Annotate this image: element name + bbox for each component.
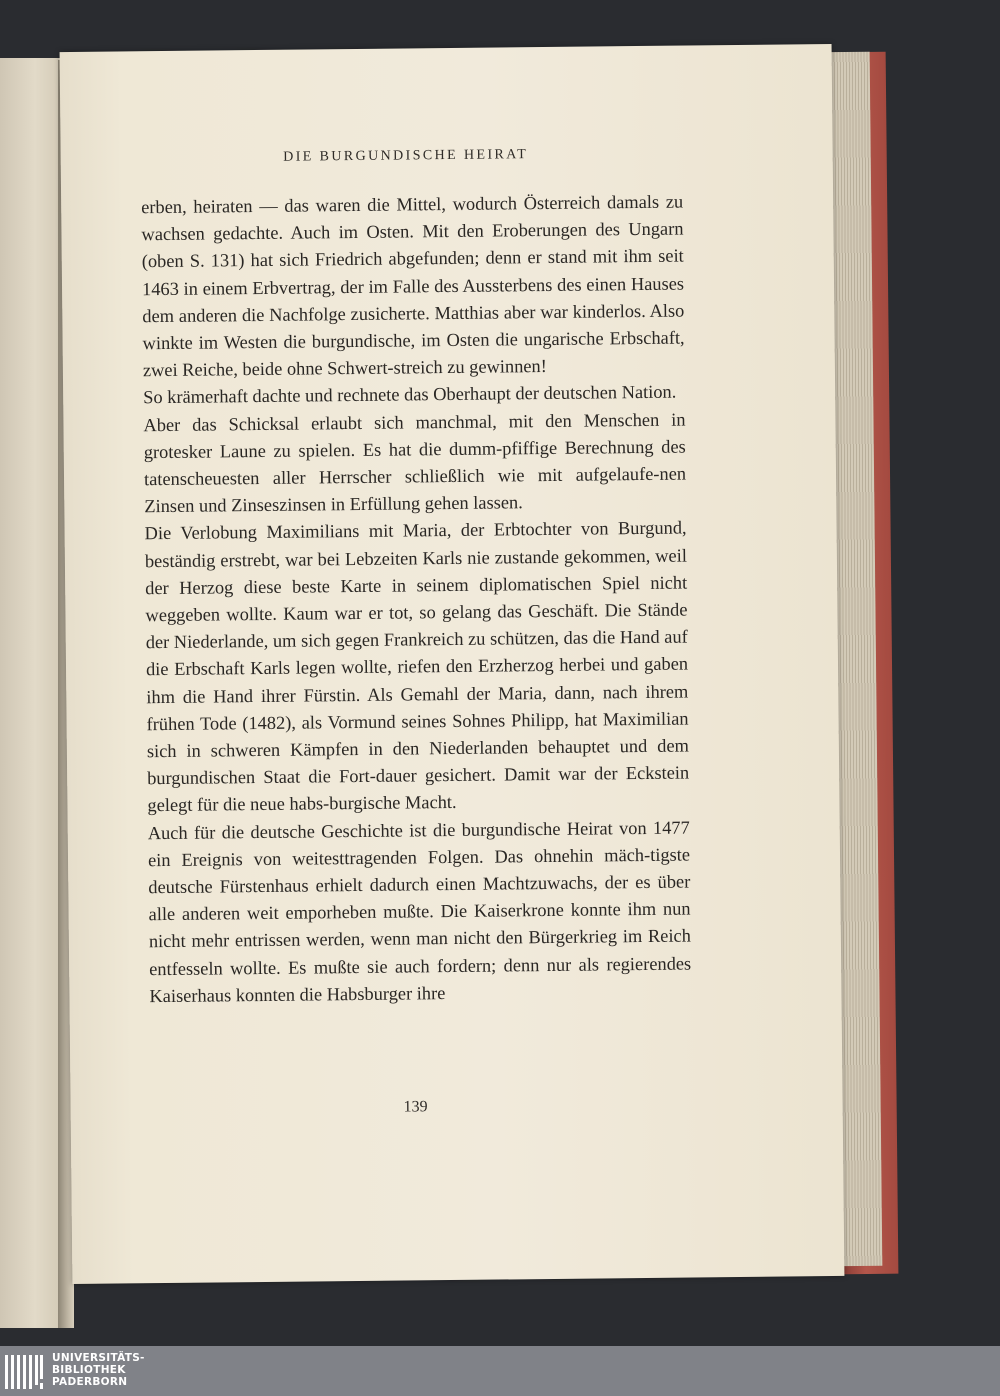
page-number: 139 bbox=[403, 1098, 428, 1116]
paragraph: Die Verlobung Maximilians mit Maria, der Erbtochter von Burgund, beständig erstrebt, war bei Lebzeiten Karls nie zustande gekommen, weil der Herzog diese beste Karte in seinem diplomatischen Spiel nicht weggeben wollte. Kaum war er tot, so gelang das Geschäft. Die Stände der Niederlande, um sich gegen Frankreich zu schützen, das die Hand auf die Erbschaft Karls legen wollte, riefen den Erzherzog herbei und gaben ihm die Hand ihrer Fürstin. Als Gemahl der Maria, dann, nach ihrem frühen Tode (1482), als Vormund seines Sohnes Philipp, hat Maximilian sich in schweren Kämpfen in den Niederlanden behauptet und dem burgundischen Staat die Fort-dauer gesichert. Damit war der Eckstein gelegt für die neue habs-burgische Macht. bbox=[144, 517, 690, 816]
paragraph: erben, heiraten — das waren die Mittel, wodurch Österreich damals zu wachsen gedachte. Auch im Osten. Mit den Eroberungen des Ungarn (oben S. 131) hat sich Friedrich abgefunden; denn er stand mit ihm seit 1463 in einem Erbvertrag, der im Falle des Aussterbens des einen Hauses dem anderen die Nachfolge zusicherte. Matthias aber war kinderlos. Also winkte im Westen die burgundische, im Osten die ungarische Erbschaft, zwei Reiche, beide ohne Schwert-streich zu gewinnen! bbox=[141, 191, 685, 381]
library-name-line: UNIVERSITÄTS- bbox=[52, 1352, 145, 1364]
book-page bbox=[60, 44, 845, 1284]
running-head: DIE BURGUNDISCHE HEIRAT bbox=[283, 147, 529, 165]
library-barcode-icon bbox=[4, 1351, 44, 1393]
library-footer bbox=[0, 1346, 1000, 1396]
library-name-line: BIBLIOTHEK bbox=[52, 1364, 126, 1376]
library-name-line: PADERBORN bbox=[52, 1376, 128, 1388]
paragraph: Auch für die deutsche Geschichte ist die burgundische Heirat von 1477 ein Ereignis von weitesttragenden Folgen. Das ohnehin mäch-tigste deutsche Fürstenhaus erhielt dadurch einen Machtzuwachs, der es über alle anderen weit emporheben mußte. Die Kaiserkrone konnte ihm nun nicht mehr entrissen werden, wenn man nicht den Bürgerkrieg im Reich entfesseln wollte. Es mußte sie auch fordern; denn nur als regierendes Kaiserhaus konnten die Habsburger ihre bbox=[147, 817, 692, 1007]
paragraph: Aber das Schicksal erlaubt sich manchmal, mit den Menschen in grotesker Laune zu spielen. Es hat die dumm-pfiffige Berechnung des tatenscheuesten aller Herrscher schließlich wie mit aufgelaufe-nen Zinsen und Zinseszinsen in Erfüllung gehen lassen. bbox=[143, 409, 687, 517]
body-text bbox=[141, 189, 692, 1011]
paragraph: So krämerhaft dachte und rechnete das Oberhaupt der deutschen Nation. bbox=[143, 382, 677, 408]
library-name bbox=[52, 1352, 145, 1388]
